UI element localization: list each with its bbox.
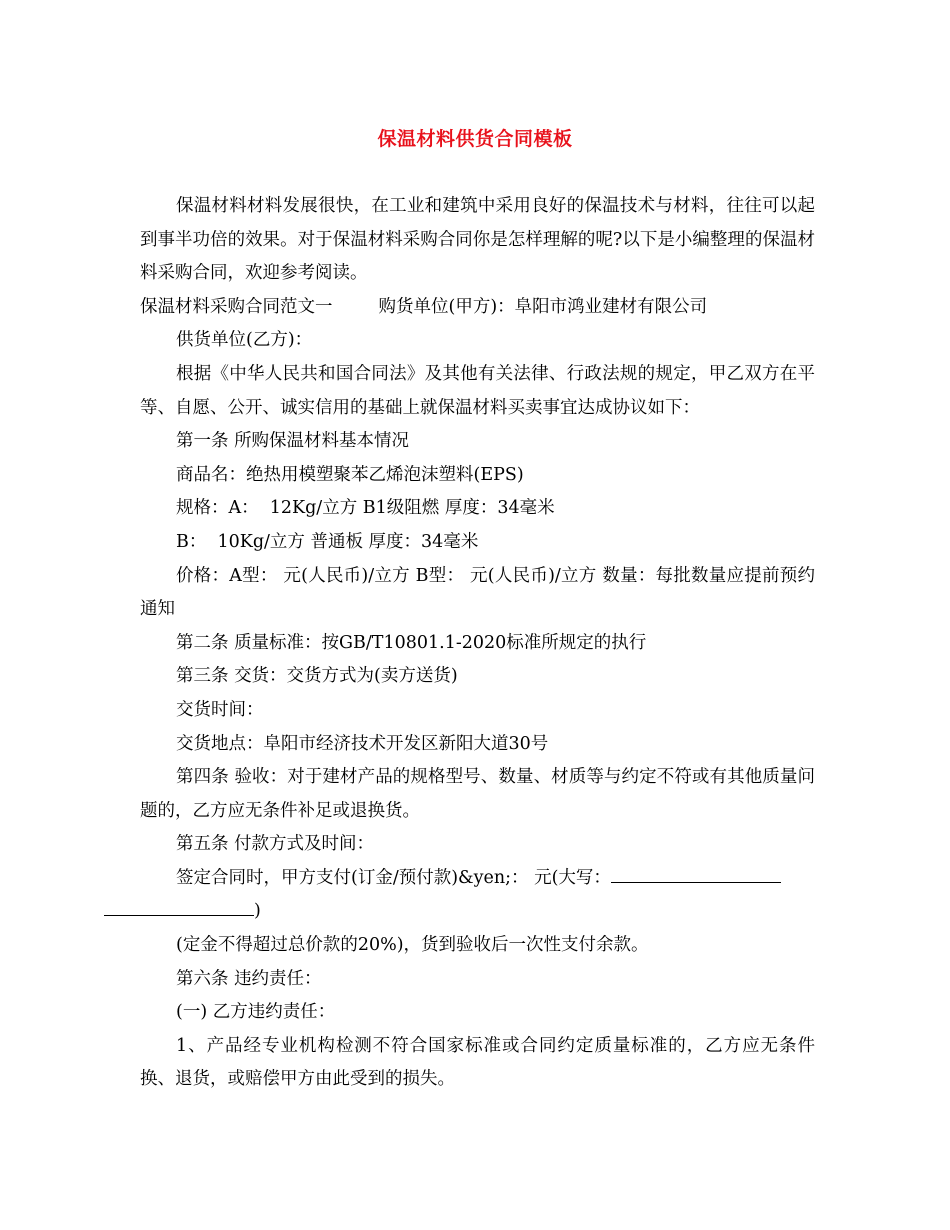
delivery-time-line: 交货时间： bbox=[176, 699, 264, 720]
payment-paragraph bbox=[140, 862, 815, 929]
article-6-item-1: 1、产品经专业机构检测不符合国家标准或合同约定质量标准的，乙方应无条件换、退货，或赔偿甲方由此受到的损失。 bbox=[140, 1035, 815, 1090]
article-1-title: 第一条 所购保温材料基本情况 bbox=[176, 431, 410, 452]
sample-heading: 保温材料采购合同范文一 bbox=[140, 296, 333, 317]
sample-heading-line bbox=[140, 291, 815, 325]
document-title: 保温材料供货合同模板 bbox=[377, 128, 573, 150]
document-body bbox=[140, 190, 815, 1097]
intro-paragraph: 保温材料材料发展很快，在工业和建筑中采用良好的保温技术与材料，往往可以起到事半功倍的效果。对于保温材料采购合同你是怎样理解的呢?以下是小编整理的保温材料采购合同，欢迎参考阅读。 bbox=[140, 196, 815, 284]
article-5-title: 第五条 付款方式及时间： bbox=[176, 834, 375, 855]
article-3-line: 第三条 交货：交货方式为(卖方送货) bbox=[176, 666, 458, 687]
article-4-paragraph: 第四条 验收：对于建材产品的规格型号、数量、材质等与约定不符或有其他质量问题的，乙方应无条件补足或退换货。 bbox=[140, 767, 815, 821]
spec-b-line: B： 10Kg/立方 普通板 厚度：34毫米 bbox=[176, 531, 479, 552]
payment-blank-1 bbox=[611, 864, 781, 883]
article-6-title: 第六条 违约责任： bbox=[176, 968, 322, 989]
preamble-paragraph: 根据《中华人民共和国合同法》及其他有关法律、行政法规的规定，甲乙双方在平等、自愿、公开、诚实信用的基础上就保温材料买卖事宜达成协议如下： bbox=[140, 363, 815, 418]
deposit-note-line: (定金不得超过总价款的20%)，货到验收后一次性支付余款。 bbox=[176, 935, 649, 956]
payment-suffix: ) bbox=[254, 901, 261, 922]
article-6-subsection-1: (一) 乙方违约责任： bbox=[176, 1002, 336, 1023]
payment-prefix: 签定合同时，甲方支付(订金/预付款)&yen;： 元(大写： bbox=[176, 867, 611, 888]
supplier-line: 供货单位(乙方)： bbox=[176, 330, 313, 351]
spec-a-line: 规格：A： 12Kg/立方 B1级阻燃 厚度：34毫米 bbox=[176, 498, 555, 519]
delivery-place-line: 交货地点：阜阳市经济技术开发区新阳大道30号 bbox=[176, 733, 549, 754]
product-name-line: 商品名：绝热用模塑聚苯乙烯泡沫塑料(EPS) bbox=[176, 464, 524, 485]
article-2-line: 第二条 质量标准：按GB/T10801.1-2020标准所规定的执行 bbox=[176, 632, 647, 653]
buyer-line: 购货单位(甲方)：阜阳市鸿业建材有限公司 bbox=[378, 296, 708, 317]
price-paragraph: 价格：A型： 元(人民币)/立方 B型： 元(人民币)/立方 数量：每批数量应提前预约通知 bbox=[140, 565, 815, 620]
payment-blank-2 bbox=[104, 897, 254, 916]
